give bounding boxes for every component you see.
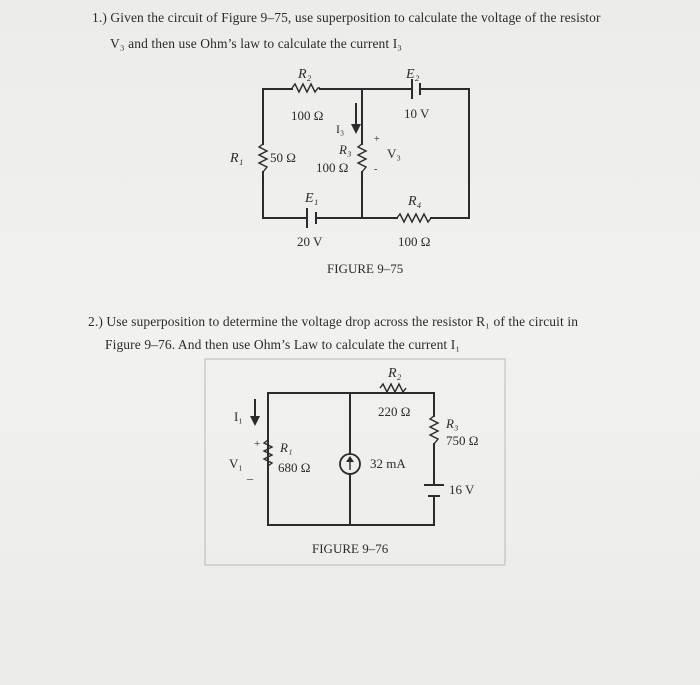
fig2-r3-resistor-symbol <box>430 416 438 444</box>
fig2-v1-minus: _ <box>247 467 253 481</box>
current-source-symbol <box>340 454 360 474</box>
fig2-battery-symbol <box>425 485 443 496</box>
fig1-r4-value: 100 Ω <box>398 234 431 249</box>
fig1-e1-value: 20 V <box>297 234 323 249</box>
fig1-v3-label: V₃ <box>387 146 401 161</box>
figure-9-76-frame <box>205 359 505 565</box>
fig1-e2-value: 10 V <box>404 106 430 121</box>
fig1-r1-label: R₁ <box>230 151 244 166</box>
fig2-r2-value: 220 Ω <box>378 404 411 419</box>
fig1-r3-label: R₃ <box>339 142 352 157</box>
fig2-r3-value: 750 Ω <box>446 433 479 448</box>
problem-1-line-2: V₃ and then use Ohm’s law to calculate the current I₃ <box>110 36 403 51</box>
i1-current-arrow <box>250 400 260 426</box>
fig1-r1-value: 50 Ω <box>270 150 296 165</box>
fig1-v3-plus: + <box>374 134 380 145</box>
fig2-r3-label: R₃ <box>446 416 459 431</box>
problem-1-line-1: 1.) Given the circuit of Figure 9–75, use superposition to calculate the voltage of the resistor <box>92 10 601 25</box>
fig1-e2-label: E₂ <box>406 67 420 82</box>
fig1-r2-value: 100 Ω <box>291 108 324 123</box>
fig2-r2-resistor-symbol <box>380 384 406 392</box>
fig1-v3-minus: - <box>374 164 378 175</box>
problem-2-line-2: Figure 9–76. And then use Ohm’s Law to calculate the current I₁ <box>105 337 461 352</box>
problem-2-line-1: 2.) Use superposition to determine the voltage drop across the resistor R₁ of the circuit in <box>88 314 579 329</box>
fig2-battery-value: 16 V <box>449 482 475 497</box>
fig2-v1-plus: + <box>254 438 261 450</box>
fig2-source-value: 32 mA <box>370 456 406 471</box>
fig1-r3-value: 100 Ω <box>316 160 349 175</box>
fig1-r4-label: R₄ <box>408 194 422 209</box>
fig2-i1-label: I₁ <box>234 409 243 424</box>
fig1-r2-label: R₂ <box>298 67 312 82</box>
fig2-r1-label: R₁ <box>280 440 293 455</box>
fig1-e1-label: E₁ <box>305 191 319 206</box>
figure-9-75-caption: FIGURE 9–75 <box>327 261 404 276</box>
fig2-v1-label: V₁ <box>229 456 243 471</box>
figure-9-76-caption: FIGURE 9–76 <box>312 541 389 556</box>
fig1-i3-label: I₃ <box>336 122 345 136</box>
fig2-r2-label: R₂ <box>388 366 402 381</box>
fig2-r1-value: 680 Ω <box>278 460 311 475</box>
